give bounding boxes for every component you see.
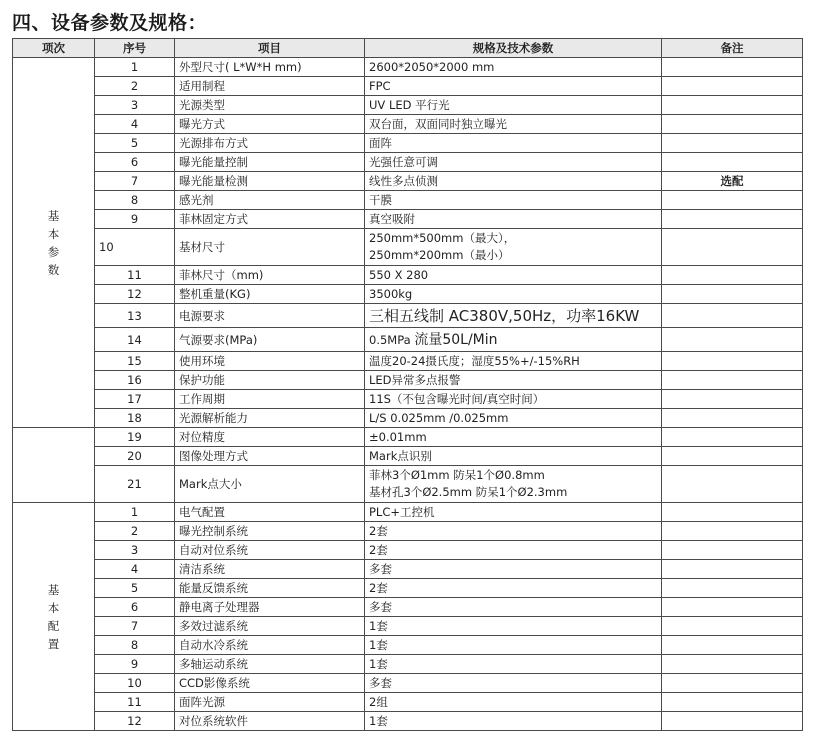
table-body — [13, 58, 803, 731]
row-note — [662, 210, 803, 229]
spec-line: 2600*2050*2000 mm — [369, 60, 495, 74]
table-row — [13, 466, 803, 503]
row-spec — [365, 579, 662, 598]
row-spec — [365, 447, 662, 466]
table-row — [13, 115, 803, 134]
header-note: 备注 — [662, 39, 803, 58]
spec-line: Mark点识别 — [369, 449, 432, 463]
table-row — [13, 409, 803, 428]
spec-line: 多套 — [369, 600, 392, 614]
row-spec — [365, 266, 662, 285]
row-spec — [365, 466, 662, 503]
row-item: 对位系统软件 — [175, 712, 365, 731]
row-item: 曝光能量检测 — [175, 172, 365, 191]
table-row — [13, 77, 803, 96]
spec-line: 三相五线制 AC380V,50Hz，功率16KW — [369, 306, 640, 325]
spec-line: 面阵 — [369, 136, 392, 150]
table-row — [13, 96, 803, 115]
group-label-char: 基 — [47, 208, 60, 223]
row-index: 5 — [95, 134, 175, 153]
table-row — [13, 371, 803, 390]
row-note — [662, 522, 803, 541]
row-index: 20 — [95, 447, 175, 466]
row-item: 能量反馈系统 — [175, 579, 365, 598]
row-item: 自动对位系统 — [175, 541, 365, 560]
row-item: 菲林尺寸（mm) — [175, 266, 365, 285]
spec-line: 2组 — [369, 695, 388, 709]
row-index: 11 — [95, 266, 175, 285]
header-index: 序号 — [95, 39, 175, 58]
row-index: 1 — [95, 58, 175, 77]
table-row — [13, 352, 803, 371]
row-index: 18 — [95, 409, 175, 428]
group-label-cell — [13, 428, 95, 503]
row-index: 19 — [95, 428, 175, 447]
row-item: 光源类型 — [175, 96, 365, 115]
table-row — [13, 447, 803, 466]
row-spec — [365, 409, 662, 428]
table-row — [13, 266, 803, 285]
row-index: 8 — [95, 191, 175, 210]
row-index: 5 — [95, 579, 175, 598]
row-note — [662, 229, 803, 266]
row-index: 3 — [95, 541, 175, 560]
row-spec — [365, 96, 662, 115]
row-spec — [365, 390, 662, 409]
table-row — [13, 134, 803, 153]
table-row — [13, 428, 803, 447]
spec-line: 250mm*200mm（最小） — [369, 248, 510, 262]
spec-line: 温度20-24摄氏度；湿度55%+/-15%RH — [369, 354, 580, 368]
header-spec: 规格及技术参数 — [365, 39, 662, 58]
row-spec — [365, 77, 662, 96]
row-note — [662, 371, 803, 390]
row-spec — [365, 674, 662, 693]
table-row — [13, 191, 803, 210]
row-note — [662, 636, 803, 655]
row-index: 12 — [95, 712, 175, 731]
group-label-char: 本 — [47, 226, 60, 241]
row-index: 1 — [95, 503, 175, 522]
spec-line: 双台面，双面同时独立曝光 — [369, 117, 507, 131]
row-note — [662, 58, 803, 77]
spec-line: 0.5MPa — [369, 332, 411, 347]
table-row — [13, 229, 803, 266]
row-item: 保护功能 — [175, 371, 365, 390]
row-index: 10 — [95, 229, 175, 266]
row-item: 图像处理方式 — [175, 447, 365, 466]
row-index: 4 — [95, 115, 175, 134]
table-row — [13, 541, 803, 560]
spec-line: 菲林3个Ø1mm 防呆1个Ø0.8mm — [369, 468, 545, 482]
spec-line: L/S 0.025mm /0.025mm — [369, 411, 509, 425]
row-note — [662, 579, 803, 598]
row-index: 7 — [95, 172, 175, 191]
row-item: 曝光方式 — [175, 115, 365, 134]
spec-table — [12, 38, 803, 731]
row-spec — [365, 352, 662, 371]
row-note — [662, 77, 803, 96]
row-note — [662, 115, 803, 134]
spec-line: 干膜 — [369, 193, 392, 207]
row-spec — [365, 560, 662, 579]
row-item: 光源解析能力 — [175, 409, 365, 428]
row-note — [662, 655, 803, 674]
row-note — [662, 304, 803, 328]
table-row — [13, 617, 803, 636]
row-note — [662, 466, 803, 503]
row-spec — [365, 328, 662, 352]
spec-line: 550 X 280 — [369, 268, 429, 282]
spec-line: 多套 — [369, 562, 392, 576]
row-item: 光源排布方式 — [175, 134, 365, 153]
table-row — [13, 390, 803, 409]
row-spec — [365, 617, 662, 636]
table-row — [13, 210, 803, 229]
row-spec — [365, 172, 662, 191]
row-spec — [365, 115, 662, 134]
row-spec — [365, 712, 662, 731]
row-note — [662, 693, 803, 712]
spec-line: PLC+工控机 — [369, 505, 435, 519]
spec-line: 11S（不包含曝光时间/真空时间） — [369, 392, 545, 406]
row-note — [662, 712, 803, 731]
row-spec — [365, 134, 662, 153]
row-index: 14 — [95, 328, 175, 352]
row-note — [662, 409, 803, 428]
row-spec — [365, 191, 662, 210]
row-item: CCD影像系统 — [175, 674, 365, 693]
group-label-char: 本 — [47, 600, 60, 615]
row-index: 10 — [95, 674, 175, 693]
spec-line: 多套 — [369, 676, 392, 690]
spec-line: ±0.01mm — [369, 430, 427, 444]
row-note: 选配 — [662, 172, 803, 191]
row-item: 使用环境 — [175, 352, 365, 371]
row-note — [662, 447, 803, 466]
header-item: 项目 — [175, 39, 365, 58]
row-index: 2 — [95, 77, 175, 96]
header-category: 项次 — [13, 39, 95, 58]
row-spec — [365, 636, 662, 655]
row-index: 6 — [95, 153, 175, 172]
row-spec — [365, 522, 662, 541]
table-header-row — [13, 39, 803, 58]
row-spec — [365, 428, 662, 447]
table-row — [13, 636, 803, 655]
row-index: 2 — [95, 522, 175, 541]
row-note — [662, 191, 803, 210]
row-item: 电源要求 — [175, 304, 365, 328]
spec-line: UV LED 平行光 — [369, 98, 450, 112]
row-item: 曝光能量控制 — [175, 153, 365, 172]
group-label-char: 基 — [47, 582, 60, 597]
row-note — [662, 674, 803, 693]
row-index: 13 — [95, 304, 175, 328]
row-item: 多效过滤系统 — [175, 617, 365, 636]
spec-line: 光强任意可调 — [369, 155, 438, 169]
spec-line: FPC — [369, 79, 391, 93]
row-index: 9 — [95, 655, 175, 674]
row-index: 8 — [95, 636, 175, 655]
row-spec — [365, 503, 662, 522]
table-row — [13, 674, 803, 693]
row-index: 11 — [95, 693, 175, 712]
spec-line: 1套 — [369, 619, 388, 633]
row-spec — [365, 229, 662, 266]
spec-line: 真空吸附 — [369, 212, 415, 226]
table-row — [13, 693, 803, 712]
row-index: 16 — [95, 371, 175, 390]
row-index: 4 — [95, 560, 175, 579]
table-row — [13, 285, 803, 304]
row-index: 12 — [95, 285, 175, 304]
row-spec — [365, 655, 662, 674]
spec-line: 2套 — [369, 543, 388, 557]
row-item: Mark点大小 — [175, 466, 365, 503]
row-spec — [365, 598, 662, 617]
row-index: 15 — [95, 352, 175, 371]
row-item: 面阵光源 — [175, 693, 365, 712]
spec-line: 流量50L/Min — [414, 331, 498, 348]
table-row — [13, 560, 803, 579]
spec-line: 基材孔3个Ø2.5mm 防呆1个Ø2.3mm — [369, 485, 568, 499]
row-item: 电气配置 — [175, 503, 365, 522]
row-note — [662, 541, 803, 560]
row-item: 整机重量(KG) — [175, 285, 365, 304]
row-note — [662, 285, 803, 304]
row-item: 气源要求(MPa) — [175, 328, 365, 352]
row-note — [662, 617, 803, 636]
table-row — [13, 503, 803, 522]
row-note — [662, 328, 803, 352]
group-label-cell — [13, 58, 95, 428]
spec-line: LED异常多点报警 — [369, 373, 461, 387]
row-item: 工作周期 — [175, 390, 365, 409]
row-item: 多轴运动系统 — [175, 655, 365, 674]
section-heading: 四、设备参数及规格： — [12, 12, 208, 34]
row-item: 对位精度 — [175, 428, 365, 447]
row-note — [662, 428, 803, 447]
row-item: 曝光控制系统 — [175, 522, 365, 541]
row-index: 3 — [95, 96, 175, 115]
spec-line: 250mm*500mm（最大）， — [369, 231, 516, 245]
table-row — [13, 579, 803, 598]
table-row — [13, 58, 803, 77]
row-spec — [365, 210, 662, 229]
table-row — [13, 522, 803, 541]
row-note — [662, 134, 803, 153]
group-label-char: 数 — [47, 262, 60, 277]
row-note — [662, 598, 803, 617]
spec-line: 2套 — [369, 581, 388, 595]
table-row — [13, 304, 803, 328]
row-note — [662, 96, 803, 115]
spec-line: 1套 — [369, 657, 388, 671]
row-spec — [365, 153, 662, 172]
table-row — [13, 598, 803, 617]
group-label-char: 配 — [47, 618, 60, 633]
row-item: 菲林固定方式 — [175, 210, 365, 229]
group-label-char: 置 — [47, 636, 60, 651]
row-spec — [365, 285, 662, 304]
spec-line: 1套 — [369, 638, 388, 652]
row-note — [662, 266, 803, 285]
table-row — [13, 172, 803, 191]
row-index: 9 — [95, 210, 175, 229]
row-note — [662, 560, 803, 579]
row-index: 21 — [95, 466, 175, 503]
row-note — [662, 390, 803, 409]
group-label-char: 参 — [47, 244, 60, 259]
group-label-cell — [13, 503, 95, 731]
row-note — [662, 153, 803, 172]
row-spec — [365, 304, 662, 328]
table-row — [13, 655, 803, 674]
row-item: 外型尺寸( L*W*H mm) — [175, 58, 365, 77]
table-row — [13, 153, 803, 172]
row-spec — [365, 371, 662, 390]
spec-line: 1套 — [369, 714, 388, 728]
spec-line: 3500kg — [369, 287, 413, 301]
row-note — [662, 352, 803, 371]
row-item: 清洁系统 — [175, 560, 365, 579]
spec-line: 2套 — [369, 524, 388, 538]
row-spec — [365, 58, 662, 77]
row-item: 适用制程 — [175, 77, 365, 96]
table-row — [13, 328, 803, 352]
row-index: 17 — [95, 390, 175, 409]
row-index: 7 — [95, 617, 175, 636]
row-item: 感光剂 — [175, 191, 365, 210]
table-row — [13, 712, 803, 731]
row-note — [662, 503, 803, 522]
row-spec — [365, 693, 662, 712]
spec-line: 线性多点侦测 — [369, 174, 438, 188]
row-item: 静电离子处理器 — [175, 598, 365, 617]
row-index: 6 — [95, 598, 175, 617]
row-item: 自动水冷系统 — [175, 636, 365, 655]
row-item: 基材尺寸 — [175, 229, 365, 266]
row-spec — [365, 541, 662, 560]
